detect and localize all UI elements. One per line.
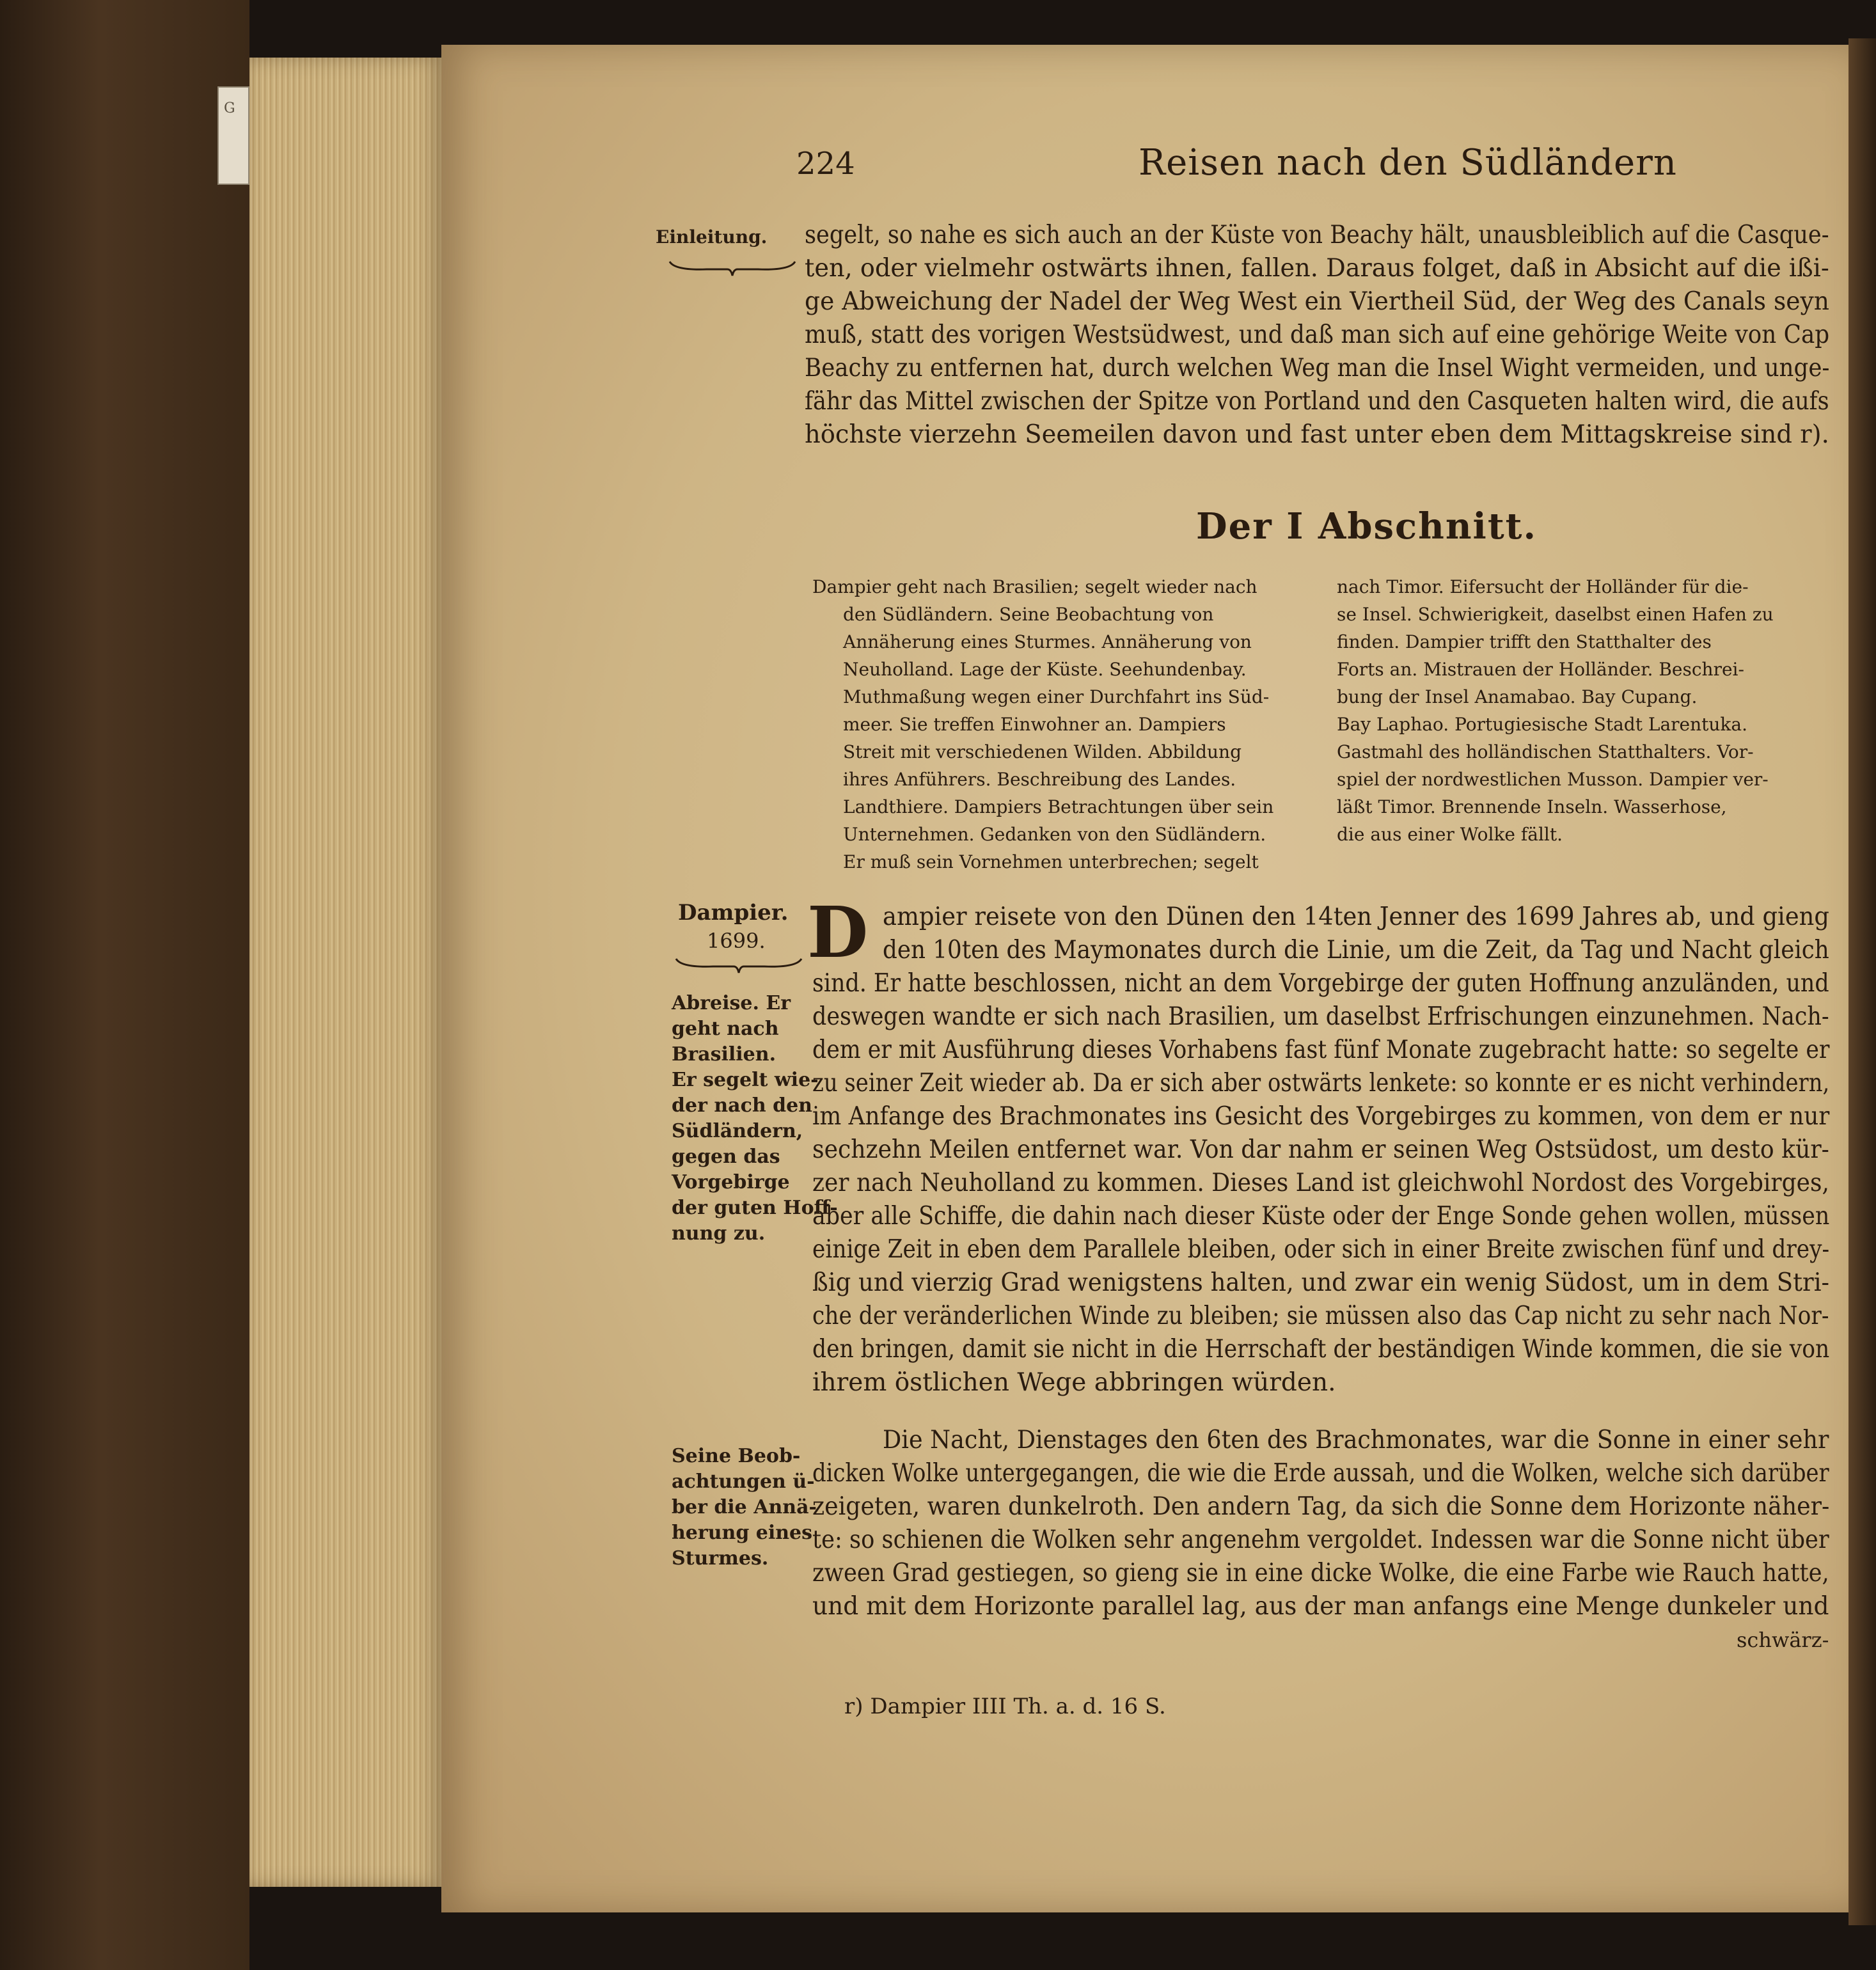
body-line: che der veränderlichen Winde zu bleiben; sie müssen also das Cap nicht zu sehr nach Nor-	[812, 1302, 1829, 1330]
intro-line: höchste vierzehn Seemeilen davon und fast unter eben dem Mittagskreise sind r).	[805, 420, 1829, 449]
summary-line: Bay Laphao. Portugiesische Stadt Larentuka.	[1337, 714, 1747, 735]
margin-line: Sturmes.	[672, 1547, 769, 1570]
margin-line: Seine Beob-	[672, 1445, 801, 1467]
margin-line: Abreise. Er	[672, 992, 791, 1014]
margin-line: Vorgebirge	[672, 1171, 790, 1194]
summary-line: Forts an. Mistrauen der Holländer. Beschrei-	[1337, 659, 1744, 680]
intro-line: ge Abweichung der Nadel der Weg West ein Viertheil Süd, der Weg des Canals seyn	[805, 287, 1829, 316]
catchword: schwärz-	[1737, 1628, 1829, 1652]
section-title: Der I Abschnitt.	[1196, 505, 1538, 548]
summary-line: meer. Sie treffen Einwohner an. Dampiers	[843, 714, 1226, 735]
body-line: te: so schienen die Wolken sehr angenehm vergoldet. Indessen war die Sonne nicht über	[812, 1525, 1829, 1554]
summary-line: Landthiere. Dampiers Betrachtungen über sein	[843, 796, 1274, 817]
bookmark-slip	[217, 86, 249, 185]
footnote: r) Dampier IIII Th. a. d. 16 S.	[844, 1694, 1166, 1719]
summary-line: spiel der nordwestlichen Musson. Dampier ver-	[1337, 769, 1769, 790]
summary-line: Gastmahl des holländischen Statthalters. Vor-	[1337, 741, 1754, 762]
margin-brace	[668, 259, 796, 278]
margin-line: herung eines	[672, 1522, 813, 1544]
margin-dampier: Dampier.	[678, 900, 789, 926]
body-line: den 10ten des Maymonates durch die Linie, um die Zeit, da Tag und Nacht gleich	[883, 936, 1829, 965]
page-number: 224	[796, 146, 855, 182]
margin-brace	[675, 956, 803, 975]
margin-line: der guten Hoff-	[672, 1197, 838, 1219]
body-line: deswegen wandte er sich nach Brasilien, um daselbst Erfrischungen einzunehmen. Nach-	[812, 1002, 1829, 1031]
body-line: Die Nacht, Dienstages den 6ten des Brachmonates, war die Sonne in einer sehr	[883, 1426, 1829, 1454]
summary-line: ihres Anführers. Beschreibung des Landes.	[843, 769, 1236, 790]
body-line: zu seiner Zeit wieder ab. Da er sich aber ostwärts lenkete: so konnte er es nicht verhindern,	[812, 1069, 1830, 1098]
body-line: und mit dem Horizonte parallel lag, aus der man anfangs eine Menge dunkeler und	[812, 1592, 1829, 1621]
summary-line: die aus einer Wolke fällt.	[1337, 824, 1563, 845]
margin-line: geht nach	[672, 1018, 779, 1040]
summary-line: Muthmaßung wegen einer Durchfahrt ins Süd-	[843, 686, 1270, 707]
summary-line: Annäherung eines Sturmes. Annäherung von	[843, 631, 1252, 652]
body-line: dicken Wolke untergegangen, die wie die Erde aussah, und die Wolken, welche sich darüber	[812, 1459, 1829, 1488]
margin-line: gegen das	[672, 1146, 780, 1168]
summary-line: Er muß sein Vornehmen unterbrechen; segelt	[843, 851, 1259, 872]
body-line: sechzehn Meilen entfernet war. Von dar nahm er seinen Weg Ostsüdost, um desto kür-	[812, 1135, 1829, 1164]
margin-line: der nach den	[672, 1094, 812, 1117]
body-line: ßig und vierzig Grad wenigstens halten, und zwar ein wenig Südost, um in dem Stri-	[812, 1268, 1830, 1297]
margin-line: Brasilien.	[672, 1043, 776, 1066]
summary-line: bung der Insel Anamabao. Bay Cupang.	[1337, 686, 1698, 707]
body-line: dem er mit Ausführung dieses Vorhabens fast fünf Monate zugebracht hatte: so segelte er	[812, 1036, 1830, 1064]
margin-line: ber die Annä-	[672, 1496, 817, 1518]
margin-line: Er segelt wie-	[672, 1069, 819, 1091]
margin-line: achtungen ü-	[672, 1470, 815, 1493]
drop-cap: D	[807, 891, 869, 973]
summary-line: finden. Dampier trifft den Statthalter des	[1337, 631, 1712, 652]
margin-note-einleitung: Einleitung.	[656, 226, 768, 248]
body-line: den bringen, damit sie nicht in die Herrschaft der beständigen Winde kommen, die sie von	[812, 1335, 1830, 1364]
body-line: im Anfange des Brachmonates ins Gesicht des Vorgebirges zu kommen, von dem er nur	[812, 1102, 1830, 1131]
left-book-cover	[0, 0, 249, 1970]
summary-line: läßt Timor. Brennende Inseln. Wasserhose,	[1337, 796, 1727, 817]
body-line: zween Grad gestiegen, so gieng sie in eine dicke Wolke, die eine Farbe wie Rauch hatte,	[812, 1559, 1829, 1588]
body-line: zer nach Neuholland zu kommen. Dieses Land ist gleichwohl Nordost des Vorgebirges,	[812, 1169, 1829, 1197]
summary-line: Neuholland. Lage der Küste. Seehundenbay.	[843, 659, 1247, 680]
body-line: zeigeten, waren dunkelroth. Den andern Tag, da sich die Sonne dem Horizonte näher-	[812, 1492, 1830, 1521]
summary-line: Unternehmen. Gedanken von den Südländern.	[843, 824, 1266, 845]
margin-line: Südländern,	[672, 1120, 803, 1142]
margin-year: 1699.	[707, 929, 766, 953]
summary-line: nach Timor. Eifersucht der Holländer für die-	[1337, 576, 1749, 597]
intro-line: fähr das Mittel zwischen der Spitze von Portland und den Casqueten halten wird, die aufs	[805, 387, 1829, 416]
body-line: einige Zeit in eben dem Parallele bleiben, oder sich in einer Breite zwischen fünf und drey-	[812, 1235, 1830, 1264]
summary-line: den Südländern. Seine Beobachtung von	[843, 604, 1214, 625]
intro-line: Beachy zu entfernen hat, durch welchen Weg man die Insel Wight vermeiden, und unge-	[805, 354, 1830, 382]
margin-line: nung zu.	[672, 1222, 766, 1245]
bookmark-letter: G	[224, 100, 235, 116]
intro-line: ten, oder vielmehr ostwärts ihnen, fallen. Daraus folget, daß in Absicht auf die ißi-	[805, 254, 1829, 283]
intro-line: segelt, so nahe es sich auch an der Küste von Beachy hält, unausbleiblich auf die Casque-	[805, 221, 1829, 249]
body-line: aber alle Schiffe, die dahin nach dieser Küste oder der Enge Sonde gehen wollen, müssen	[812, 1202, 1830, 1231]
summary-line: se Insel. Schwierigkeit, daselbst einen Hafen zu	[1337, 604, 1774, 625]
running-title: Reisen nach den Südländern	[1139, 142, 1677, 184]
body-line: ihrem östlichen Wege abbringen würden.	[812, 1368, 1336, 1397]
intro-line: muß, statt des vorigen Westsüdwest, und daß man sich auf eine gehörige Weite von Cap	[805, 320, 1830, 349]
right-book-edge	[1848, 38, 1876, 1925]
body-line: sind. Er hatte beschlossen, nicht an dem Vorgebirge der guten Hoffnung anzuländen, und	[812, 969, 1829, 998]
summary-line: Dampier geht nach Brasilien; segelt wieder nach	[812, 576, 1257, 597]
summary-line: Streit mit verschiedenen Wilden. Abbildung	[843, 741, 1241, 762]
page-edges	[249, 58, 441, 1887]
body-line: ampier reisete von den Dünen den 14ten Jenner des 1699 Jahres ab, und gieng	[883, 902, 1829, 931]
